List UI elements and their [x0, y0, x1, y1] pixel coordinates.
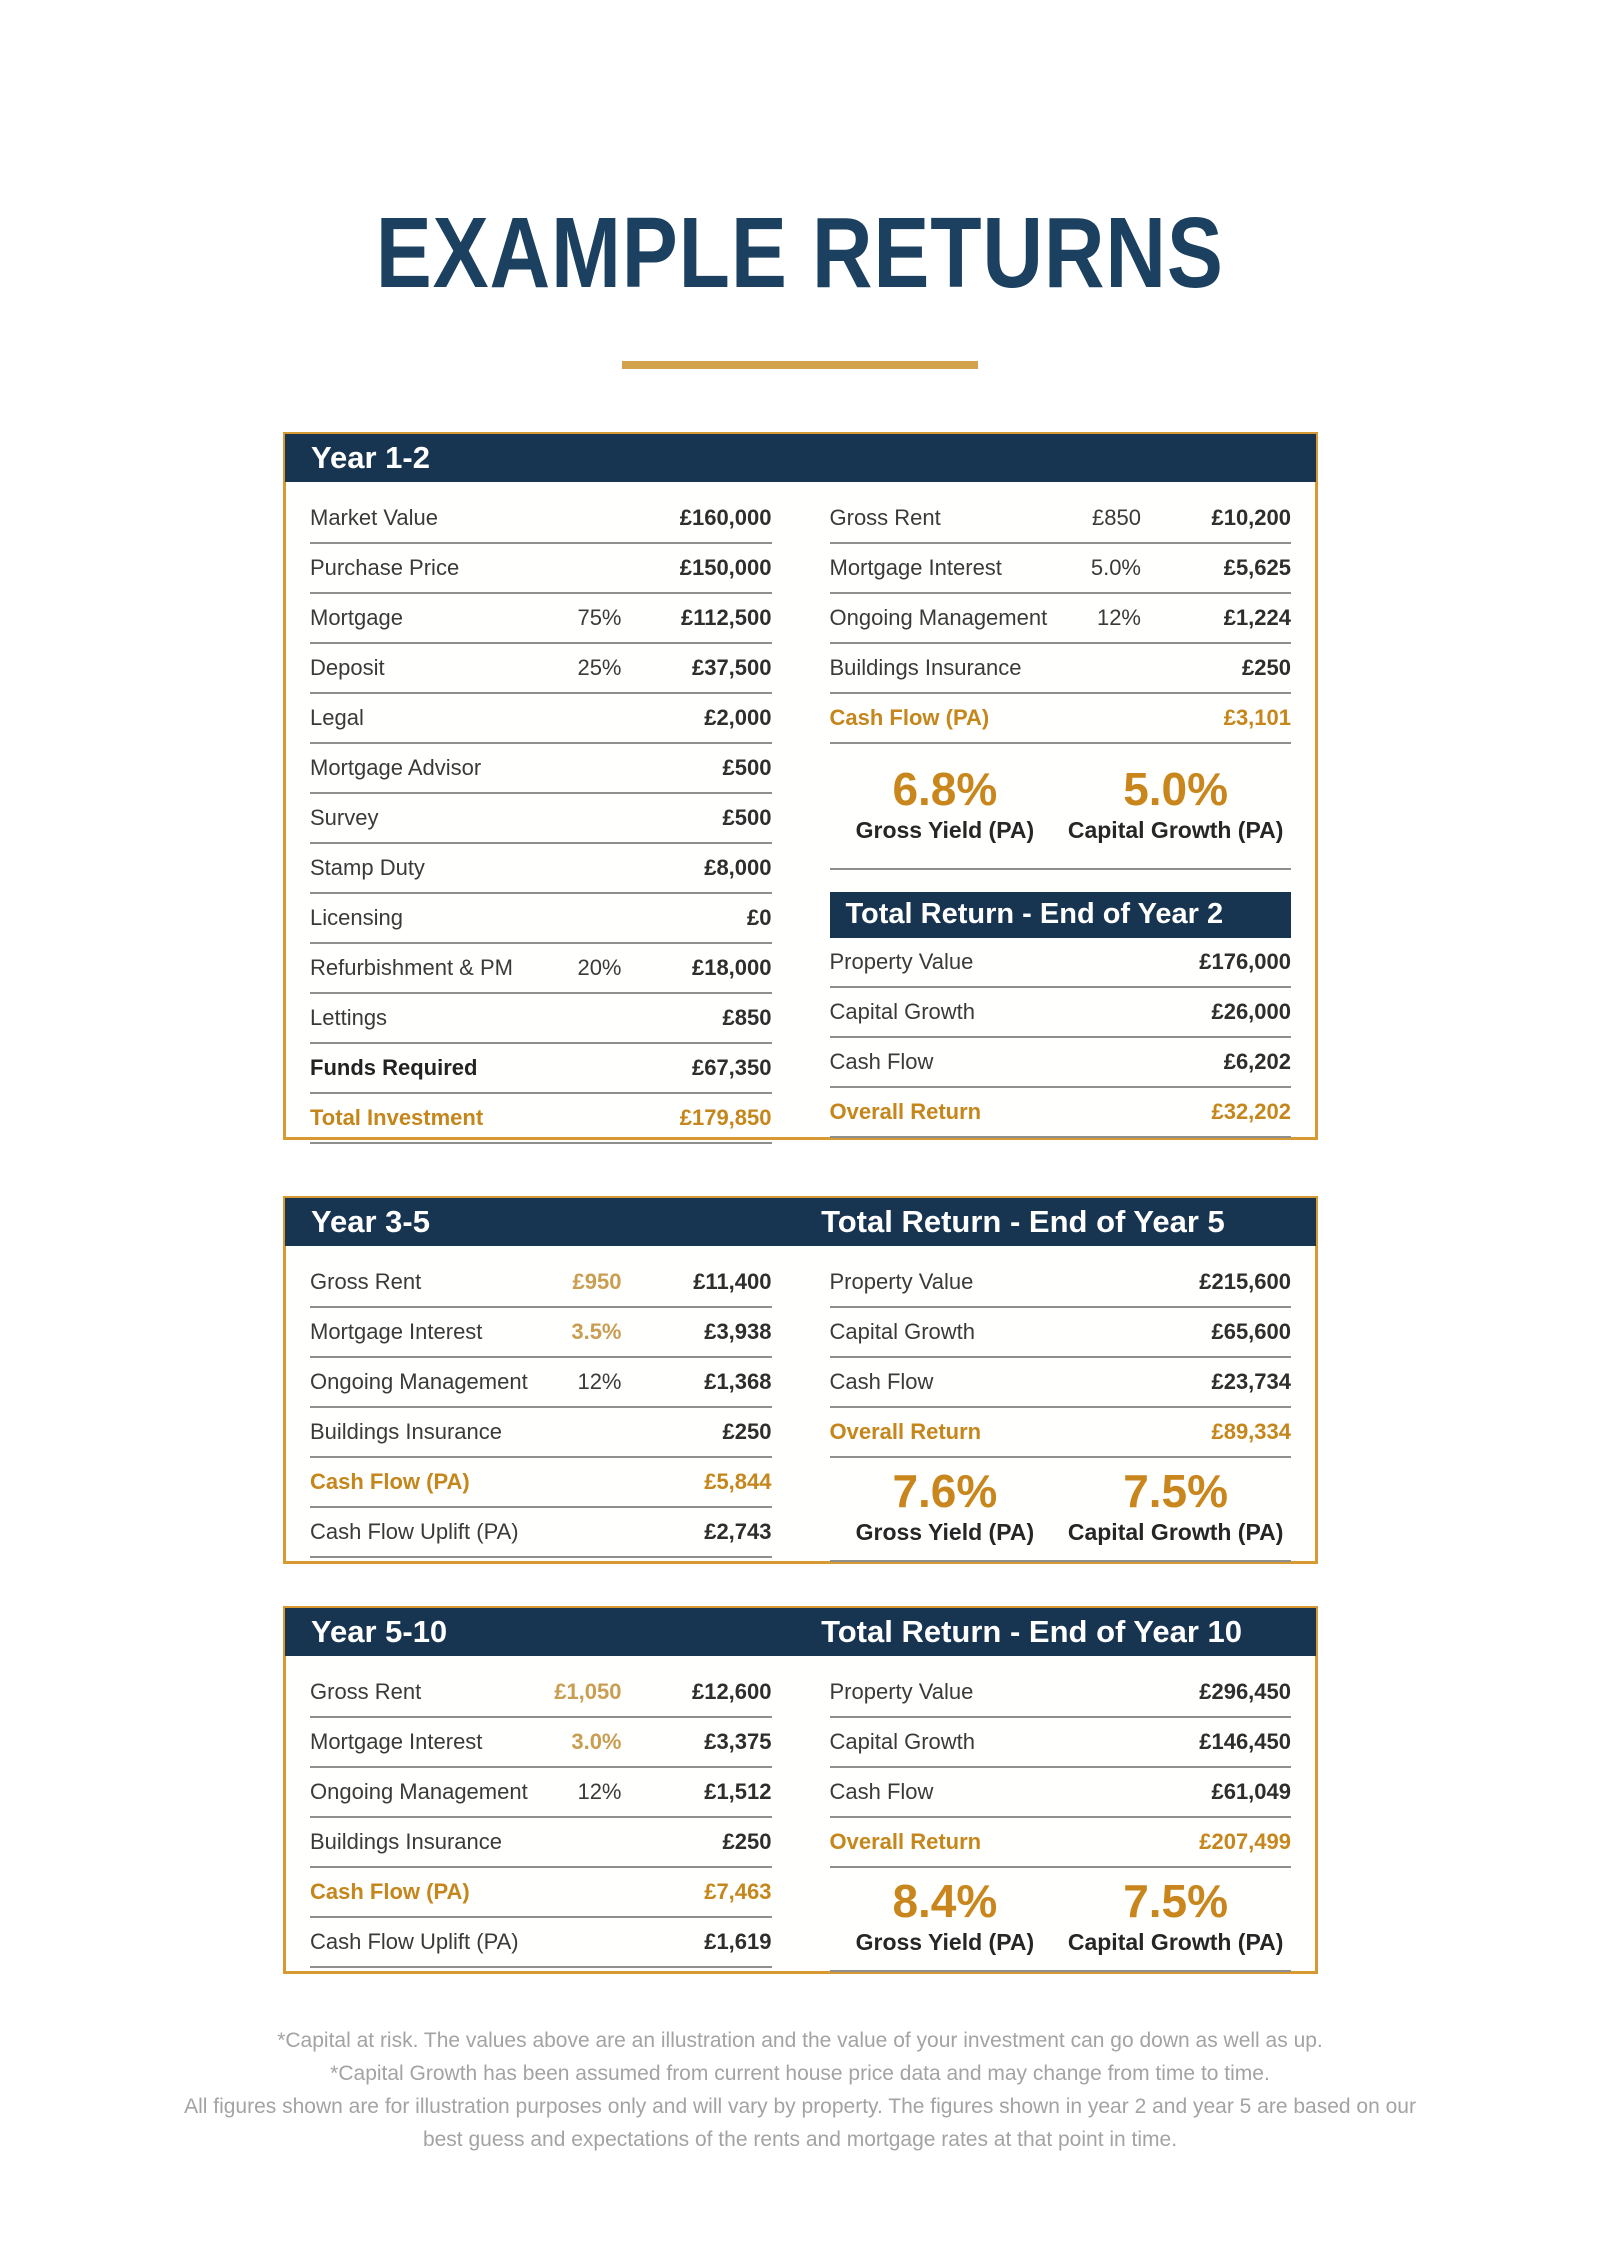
- row-value: £7,463: [704, 1879, 772, 1904]
- table-row: [830, 1668, 1292, 1718]
- row-value: £65,600: [1211, 1319, 1291, 1344]
- table-row: [830, 1718, 1292, 1768]
- row-label: Funds Required: [310, 1055, 478, 1080]
- row-label: Market Value: [310, 505, 438, 530]
- total-return-header: Total Return - End of Year 2: [830, 892, 1292, 938]
- row-label: Cash Flow: [829, 1048, 934, 1074]
- table-row: [830, 1308, 1292, 1358]
- yield-label: Capital Growth (PA): [1067, 1928, 1284, 1955]
- row-label: Ongoing Management: [829, 605, 1048, 630]
- row-value: £215,600: [1199, 1269, 1291, 1294]
- yield-percent: 7.5%: [1123, 1875, 1229, 1927]
- section-year-1-2: [283, 432, 1318, 1140]
- row-label: Mortgage: [310, 605, 403, 630]
- row-label: Overall Return: [829, 1098, 982, 1124]
- row-value: £1,224: [1223, 605, 1291, 630]
- year-header: Year 3-5: [311, 1204, 430, 1239]
- row-value: £32,202: [1211, 1098, 1291, 1124]
- table-row: [310, 994, 772, 1044]
- yields-block: [830, 1868, 1292, 1972]
- table-row: [310, 1358, 772, 1408]
- row-value: £8,000: [704, 855, 772, 880]
- row-mid-value: 12%: [1096, 605, 1141, 630]
- year-header: Year 1-2: [311, 440, 430, 475]
- table-row: [310, 1768, 772, 1818]
- row-value: £23,734: [1211, 1369, 1291, 1394]
- table-row: [310, 1718, 772, 1768]
- year-1-2-right-column: [830, 494, 1292, 1144]
- row-label: Capital Growth: [829, 1729, 976, 1754]
- yield-label: Capital Growth (PA): [1067, 1518, 1284, 1545]
- row-label: Overall Return: [829, 1419, 982, 1444]
- row-label: Buildings Insurance: [310, 1829, 503, 1854]
- table-row-overall-return: [830, 1818, 1292, 1868]
- row-value: £67,350: [691, 1055, 772, 1080]
- year-5-10-header-bar: [285, 1608, 1316, 1656]
- capital-growth-yield: [1060, 1876, 1291, 1956]
- row-mid-value: 75%: [577, 605, 622, 630]
- table-row: [830, 644, 1292, 694]
- row-label: Cash Flow: [829, 1779, 934, 1804]
- yield-percent: 6.8%: [892, 763, 998, 815]
- row-value: £250: [1242, 655, 1291, 680]
- table-row: [830, 1038, 1292, 1088]
- footnote-line: *Capital Growth has been assumed from current house price data and may change from time to time.: [330, 2062, 1270, 2085]
- row-mid-value: £850: [1092, 505, 1141, 530]
- row-value: £160,000: [679, 505, 772, 530]
- row-value: £37,500: [691, 655, 772, 680]
- year-5-10-right-column: [830, 1668, 1292, 1972]
- table-row: [310, 594, 772, 644]
- row-value: £2,000: [704, 705, 772, 730]
- row-value: £5,844: [704, 1469, 772, 1494]
- row-label: Capital Growth: [829, 998, 976, 1024]
- row-value: £250: [722, 1829, 772, 1854]
- table-row: [830, 938, 1292, 988]
- row-value: £250: [722, 1419, 772, 1444]
- year-1-2-columns: [286, 482, 1315, 1152]
- table-row: [310, 944, 772, 994]
- row-label: Mortgage Interest: [310, 1319, 483, 1344]
- year-1-2-header-bar: [285, 434, 1316, 482]
- row-label: Buildings Insurance: [310, 1419, 503, 1444]
- yield-percent: 7.6%: [892, 1465, 998, 1517]
- row-label: Cash Flow Uplift (PA): [310, 1929, 519, 1954]
- row-value: £6,202: [1223, 1048, 1291, 1074]
- row-value: £3,101: [1223, 705, 1291, 730]
- row-label: Lettings: [310, 1005, 388, 1030]
- title-area: [0, 0, 1600, 311]
- year-3-5-columns: [286, 1246, 1315, 1570]
- row-label: Gross Rent: [310, 1269, 422, 1294]
- row-value: £1,368: [704, 1369, 772, 1394]
- row-value: £146,450: [1199, 1729, 1291, 1754]
- row-label: Deposit: [310, 655, 385, 680]
- table-row-total-investment: [310, 1094, 772, 1144]
- row-label: Legal: [310, 705, 364, 730]
- table-row: [310, 1508, 772, 1558]
- row-value: £3,375: [704, 1729, 772, 1754]
- row-label: Capital Growth: [829, 1319, 976, 1344]
- row-label: Purchase Price: [310, 555, 460, 580]
- yields-block: [830, 744, 1292, 870]
- row-label: Cash Flow (PA): [829, 705, 990, 730]
- row-label: Refurbishment & PM: [310, 955, 513, 980]
- table-row: [830, 544, 1292, 594]
- footnote-line: *Capital at risk. The values above are an illustration and the value of your investment can go down as well as up.: [277, 2029, 1323, 2052]
- year-5-10-columns: [286, 1656, 1315, 1980]
- row-value: £207,499: [1199, 1829, 1291, 1854]
- title-underline: [622, 361, 978, 369]
- year-3-5-right-column: [830, 1258, 1292, 1562]
- row-value: £11,400: [693, 1269, 772, 1294]
- table-row: [830, 988, 1292, 1038]
- table-row: [830, 1768, 1292, 1818]
- row-mid-value: 20%: [577, 955, 622, 980]
- row-mid-value: 12%: [577, 1369, 622, 1394]
- table-row: [310, 694, 772, 744]
- row-value: £1,619: [704, 1929, 772, 1954]
- row-value: £112,500: [680, 605, 772, 630]
- capital-growth-yield: [1060, 764, 1291, 844]
- row-value: £176,000: [1199, 948, 1291, 974]
- row-value: £500: [722, 805, 772, 830]
- table-row-overall-return: [830, 1408, 1292, 1458]
- table-row: [310, 794, 772, 844]
- row-value: £150,000: [679, 555, 772, 580]
- year-header: Year 5-10: [311, 1614, 448, 1649]
- yield-percent: 5.0%: [1123, 763, 1229, 815]
- table-row: [310, 894, 772, 944]
- row-value: £18,000: [691, 955, 772, 980]
- row-value: £61,049: [1211, 1779, 1291, 1804]
- table-row-funds-required: [310, 1044, 772, 1094]
- row-mid-value: 3.0%: [571, 1729, 622, 1754]
- row-label: Licensing: [310, 905, 403, 930]
- row-label: Gross Rent: [310, 1679, 422, 1704]
- section-year-3-5: [283, 1196, 1318, 1564]
- table-row-overall-return: [830, 1088, 1292, 1138]
- disclaimer: [80, 2024, 1520, 2156]
- yield-label: Capital Growth (PA): [1067, 816, 1284, 843]
- row-value: £12,600: [691, 1679, 772, 1704]
- table-row: [830, 1358, 1292, 1408]
- row-label: Survey: [310, 805, 379, 830]
- table-row: [310, 1918, 772, 1968]
- total-return-header: Total Return - End of Year 5: [821, 1204, 1225, 1239]
- gross-yield: [830, 1876, 1061, 1956]
- row-value: £500: [722, 755, 772, 780]
- table-row: [310, 744, 772, 794]
- row-label: Overall Return: [829, 1829, 982, 1854]
- row-label: Buildings Insurance: [829, 655, 1022, 680]
- row-label: Mortgage Interest: [310, 1729, 483, 1754]
- section-year-5-10: [283, 1606, 1318, 1974]
- row-label: Cash Flow (PA): [310, 1879, 470, 1904]
- row-label: Property Value: [829, 948, 974, 974]
- table-row: [830, 494, 1292, 544]
- yield-label: Gross Yield (PA): [855, 1518, 1035, 1545]
- row-value: £0: [747, 905, 772, 930]
- row-mid-value: £950: [572, 1269, 622, 1294]
- year-3-5-left-column: [310, 1258, 772, 1562]
- row-label: Property Value: [829, 1679, 974, 1704]
- table-row: [830, 594, 1292, 644]
- row-label: Mortgage Advisor: [310, 755, 482, 780]
- yields-block: [830, 1458, 1292, 1562]
- row-value: £26,000: [1211, 998, 1291, 1024]
- table-row: [830, 1258, 1292, 1308]
- row-label: Property Value: [829, 1269, 974, 1294]
- yield-percent: 8.4%: [892, 1875, 998, 1927]
- row-label: Ongoing Management: [310, 1369, 528, 1394]
- footnote-line: best guess and expectations of the rents and mortgage rates at that point in time.: [422, 2128, 1178, 2151]
- table-row: [310, 644, 772, 694]
- table-row-cash-flow-pa: [830, 694, 1292, 744]
- row-mid-value: 3.5%: [571, 1319, 622, 1344]
- table-row: [310, 844, 772, 894]
- table-row: [310, 494, 772, 544]
- gross-yield: [830, 764, 1061, 844]
- row-label: Cash Flow (PA): [310, 1469, 470, 1494]
- table-row: [310, 1408, 772, 1458]
- year-5-10-left-column: [310, 1668, 772, 1972]
- row-label: Mortgage Interest: [829, 555, 1002, 580]
- row-mid-value: 12%: [577, 1779, 622, 1804]
- gross-yield: [830, 1466, 1061, 1546]
- row-value: £5,625: [1223, 555, 1291, 580]
- total-return-header: Total Return - End of Year 10: [821, 1614, 1242, 1649]
- table-row-cash-flow-pa: [310, 1868, 772, 1918]
- page-title: EXAMPLE RETURNS: [375, 197, 1225, 309]
- yield-label: Gross Yield (PA): [855, 816, 1035, 843]
- row-label: Cash Flow: [829, 1369, 934, 1394]
- row-label: Gross Rent: [829, 505, 941, 530]
- yield-percent: 7.5%: [1123, 1465, 1229, 1517]
- table-row: [310, 544, 772, 594]
- row-value: £10,200: [1211, 505, 1291, 530]
- table-row: [310, 1258, 772, 1308]
- row-mid-value: 5.0%: [1090, 555, 1141, 580]
- table-row: [310, 1818, 772, 1868]
- row-value: £850: [722, 1005, 772, 1030]
- row-mid-value: £1,050: [554, 1679, 622, 1704]
- row-mid-value: 25%: [577, 655, 622, 680]
- row-value: £179,850: [679, 1105, 772, 1130]
- row-value: £2,743: [704, 1519, 772, 1544]
- row-value: £296,450: [1199, 1679, 1291, 1704]
- row-value: £89,334: [1211, 1419, 1291, 1444]
- yield-label: Gross Yield (PA): [855, 1928, 1035, 1955]
- row-label: Ongoing Management: [310, 1779, 528, 1804]
- row-label: Cash Flow Uplift (PA): [310, 1519, 519, 1544]
- footnote-line: All figures shown are for illustration purposes only and will vary by property. The figures shown in year 2 and year 5 are based on our: [184, 2095, 1416, 2118]
- table-row: [310, 1308, 772, 1358]
- table-row: [310, 1668, 772, 1718]
- year-3-5-header-bar: [285, 1198, 1316, 1246]
- capital-growth-yield: [1060, 1466, 1291, 1546]
- row-label: Stamp Duty: [310, 855, 425, 880]
- table-row-cash-flow-pa: [310, 1458, 772, 1508]
- row-label: Total Investment: [310, 1105, 484, 1130]
- row-value: £3,938: [704, 1319, 772, 1344]
- row-value: £1,512: [704, 1779, 772, 1804]
- year-1-2-left-column: [310, 494, 772, 1144]
